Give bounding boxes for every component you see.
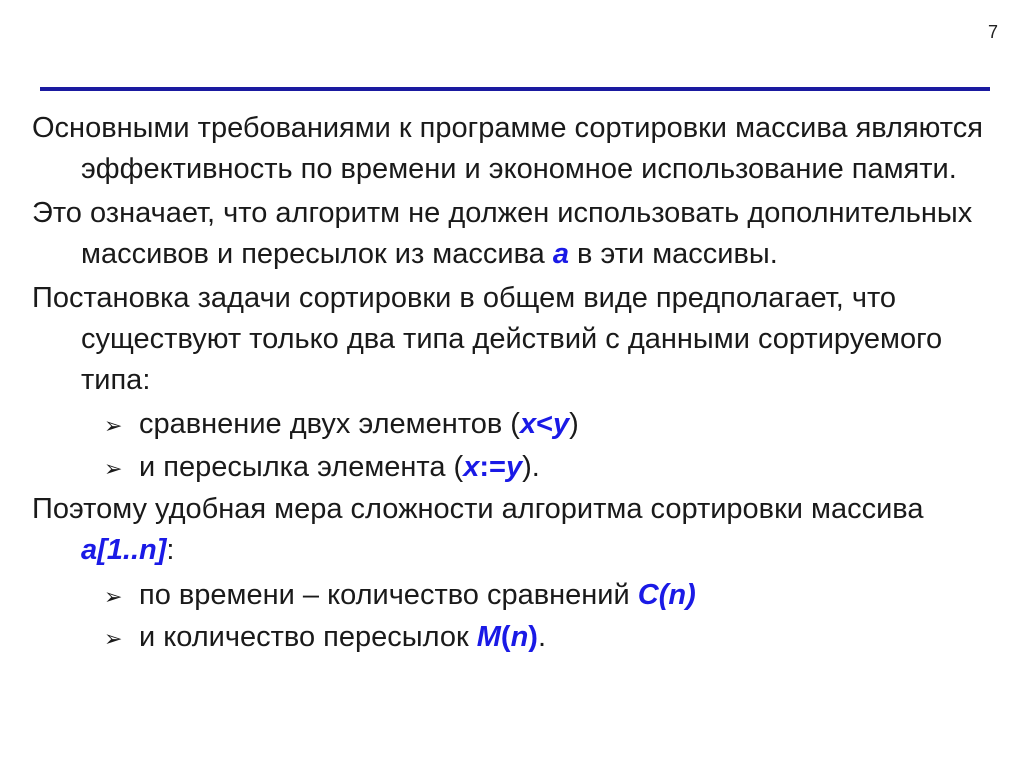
title-divider bbox=[40, 87, 990, 91]
bullet-text-tail: ). bbox=[522, 450, 540, 483]
operator-assign: := bbox=[479, 450, 506, 483]
bullet-text: по времени – количество сравнений bbox=[139, 578, 638, 611]
operator-less-than: < bbox=[536, 408, 554, 441]
variable-x: x bbox=[463, 450, 480, 483]
paragraph-complexity bbox=[32, 489, 1007, 570]
paragraph-requirements bbox=[32, 108, 1007, 189]
paragraph-meaning-text: Это означает, что алгоритм не должен использовать дополнительных массивов и пересылок из массива bbox=[32, 197, 973, 270]
bullet-text-tail: ) bbox=[569, 408, 579, 441]
paragraph-problem-statement-text: Постановка задачи сортировки в общем виде предполагает, что существуют только два типа действий с данными сортируемого типа: bbox=[32, 282, 943, 396]
open-paren: ( bbox=[500, 621, 511, 654]
paragraph-complexity-tail: : bbox=[166, 533, 175, 566]
bullet-moves-count bbox=[32, 617, 1007, 660]
bullet-text: и количество пересылок bbox=[139, 621, 477, 654]
paragraph-meaning-tail: в эти массивы. bbox=[568, 237, 778, 270]
paragraph-meaning bbox=[32, 193, 1007, 274]
variable-n: n bbox=[510, 621, 529, 654]
array-variable-a: a bbox=[552, 237, 569, 270]
variable-x: x bbox=[519, 408, 537, 441]
arrow-bullet-icon: ➢ bbox=[104, 455, 123, 481]
arrow-bullet-icon: ➢ bbox=[104, 626, 123, 652]
paragraph-complexity-text: Поэтому удобная мера сложности алгоритма сортировки массива bbox=[32, 493, 924, 526]
moves-function-name: M bbox=[476, 621, 501, 654]
bullet-text: сравнение двух элементов ( bbox=[139, 408, 520, 441]
close-paren: ) bbox=[528, 621, 538, 654]
bullet-text-tail: . bbox=[537, 621, 547, 654]
arrow-bullet-icon: ➢ bbox=[104, 413, 123, 439]
bullet-assignment bbox=[32, 447, 1007, 490]
arrow-bullet-icon: ➢ bbox=[104, 583, 123, 609]
variable-y: y bbox=[505, 450, 523, 483]
bullet-comparison bbox=[32, 404, 1007, 447]
bullet-text: и пересылка элемента ( bbox=[139, 450, 464, 483]
slide-body bbox=[32, 108, 1007, 660]
paragraph-problem-statement bbox=[32, 278, 1007, 400]
array-range-expression: a[1..n] bbox=[81, 533, 167, 566]
bullet-time-complexity bbox=[32, 575, 1007, 618]
paragraph-requirements-text: Основными требованиями к программе сортировки массива являются эффективность по времени и экономное использование памяти. bbox=[32, 112, 983, 185]
comparisons-function: C(n) bbox=[637, 578, 696, 611]
variable-y: y bbox=[553, 408, 570, 441]
page-number: 7 bbox=[987, 22, 998, 42]
